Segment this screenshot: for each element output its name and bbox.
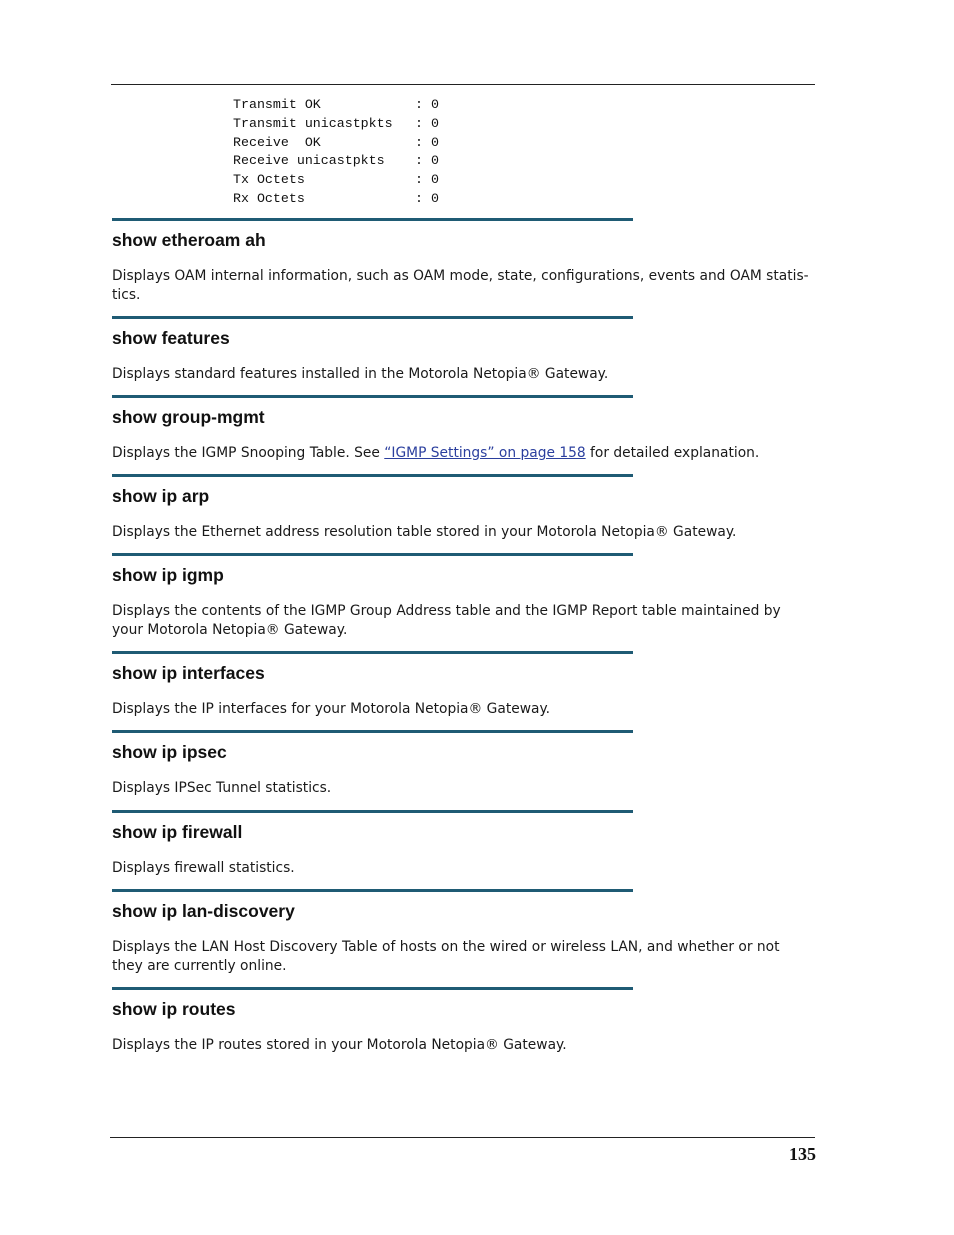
- section-description: [112, 444, 812, 463]
- code-line: [233, 96, 439, 115]
- section-description: Displays the LAN Host Discovery Table of hosts on the wired or wireless LAN, and whether or not they are currently online.: [112, 939, 780, 974]
- code-value: : 0: [415, 172, 439, 188]
- code-line: [233, 152, 439, 171]
- code-key: Rx Octets: [233, 190, 305, 206]
- section-show-group-mgmt: [112, 395, 812, 463]
- section-description: Displays firewall statistics.: [112, 860, 295, 876]
- section-rule: [112, 810, 633, 813]
- code-value: : 0: [415, 190, 439, 206]
- section-rule: [112, 316, 633, 319]
- code-key: Transmit OK: [233, 97, 321, 112]
- code-key: Receive unicastpkts: [233, 153, 385, 169]
- section-title: show etheroam ah: [112, 230, 266, 250]
- section-show-ip-arp: [112, 474, 812, 542]
- section-rule: [112, 218, 633, 221]
- section-title: show features: [112, 328, 230, 348]
- section-title: show ip arp: [112, 486, 210, 506]
- section-show-ip-interfaces: [112, 651, 812, 719]
- section-show-features: [112, 316, 812, 384]
- section-rule: [112, 651, 633, 654]
- code-key: Tx Octets: [233, 172, 305, 188]
- code-line: [233, 190, 439, 209]
- section-show-ip-firewall: [112, 810, 812, 878]
- section-rule: [112, 730, 633, 733]
- code-value: : 0: [415, 115, 439, 131]
- section-title: show ip interfaces: [112, 663, 265, 683]
- section-description: Displays IPSec Tunnel statistics.: [112, 780, 332, 796]
- section-description: Displays the Ethernet address resolution table stored in your Motorola Netopia® Gateway.: [112, 524, 737, 540]
- code-value: : 0: [415, 153, 439, 169]
- footer-rule: [110, 1137, 815, 1138]
- section-rule: [112, 474, 633, 477]
- section-show-ip-igmp: [112, 553, 812, 639]
- description-text: Displays the IGMP Snooping Table. See: [112, 445, 385, 461]
- section-description: Displays the IP interfaces for your Motorola Netopia® Gateway.: [112, 701, 551, 717]
- section-description: Displays standard features installed in the Motorola Netopia® Gateway.: [112, 366, 609, 382]
- section-title: show ip routes: [112, 999, 236, 1019]
- section-rule: [112, 395, 633, 398]
- header-rule: [111, 84, 815, 85]
- section-show-etheroam-ah: [112, 218, 812, 304]
- section-title: show ip lan-discovery: [112, 901, 295, 921]
- code-line: [233, 134, 439, 153]
- page-number: 135: [789, 1144, 816, 1164]
- code-value: : 0: [415, 97, 439, 112]
- code-key: Transmit unicastpkts: [233, 115, 393, 131]
- igmp-settings-link[interactable]: “IGMP Settings” on page 158: [384, 445, 586, 461]
- section-rule: [112, 987, 633, 990]
- section-description: Displays OAM internal information, such as OAM mode, state, configurations, events and OAM statis-tics.: [112, 268, 809, 303]
- section-rule: [112, 889, 633, 892]
- section-title: show group-mgmt: [112, 407, 265, 427]
- section-rule: [112, 553, 633, 556]
- section-title: show ip igmp: [112, 565, 224, 585]
- code-block: [233, 96, 439, 209]
- code-value: : 0: [415, 134, 439, 150]
- section-show-ip-ipsec: [112, 730, 812, 798]
- code-line: [233, 115, 439, 134]
- section-show-ip-lan-discovery: [112, 889, 812, 975]
- code-line: [233, 171, 439, 190]
- code-key: Receive OK: [233, 134, 321, 150]
- section-description: Displays the IP routes stored in your Motorola Netopia® Gateway.: [112, 1037, 567, 1053]
- section-show-ip-routes: [112, 987, 812, 1055]
- description-text: for detailed explanation.: [585, 445, 760, 461]
- section-title: show ip firewall: [112, 822, 243, 842]
- section-description: Displays the contents of the IGMP Group Address table and the IGMP Report table maintained by your Motorola Netopia® Gateway.: [112, 603, 781, 638]
- section-title: show ip ipsec: [112, 742, 227, 762]
